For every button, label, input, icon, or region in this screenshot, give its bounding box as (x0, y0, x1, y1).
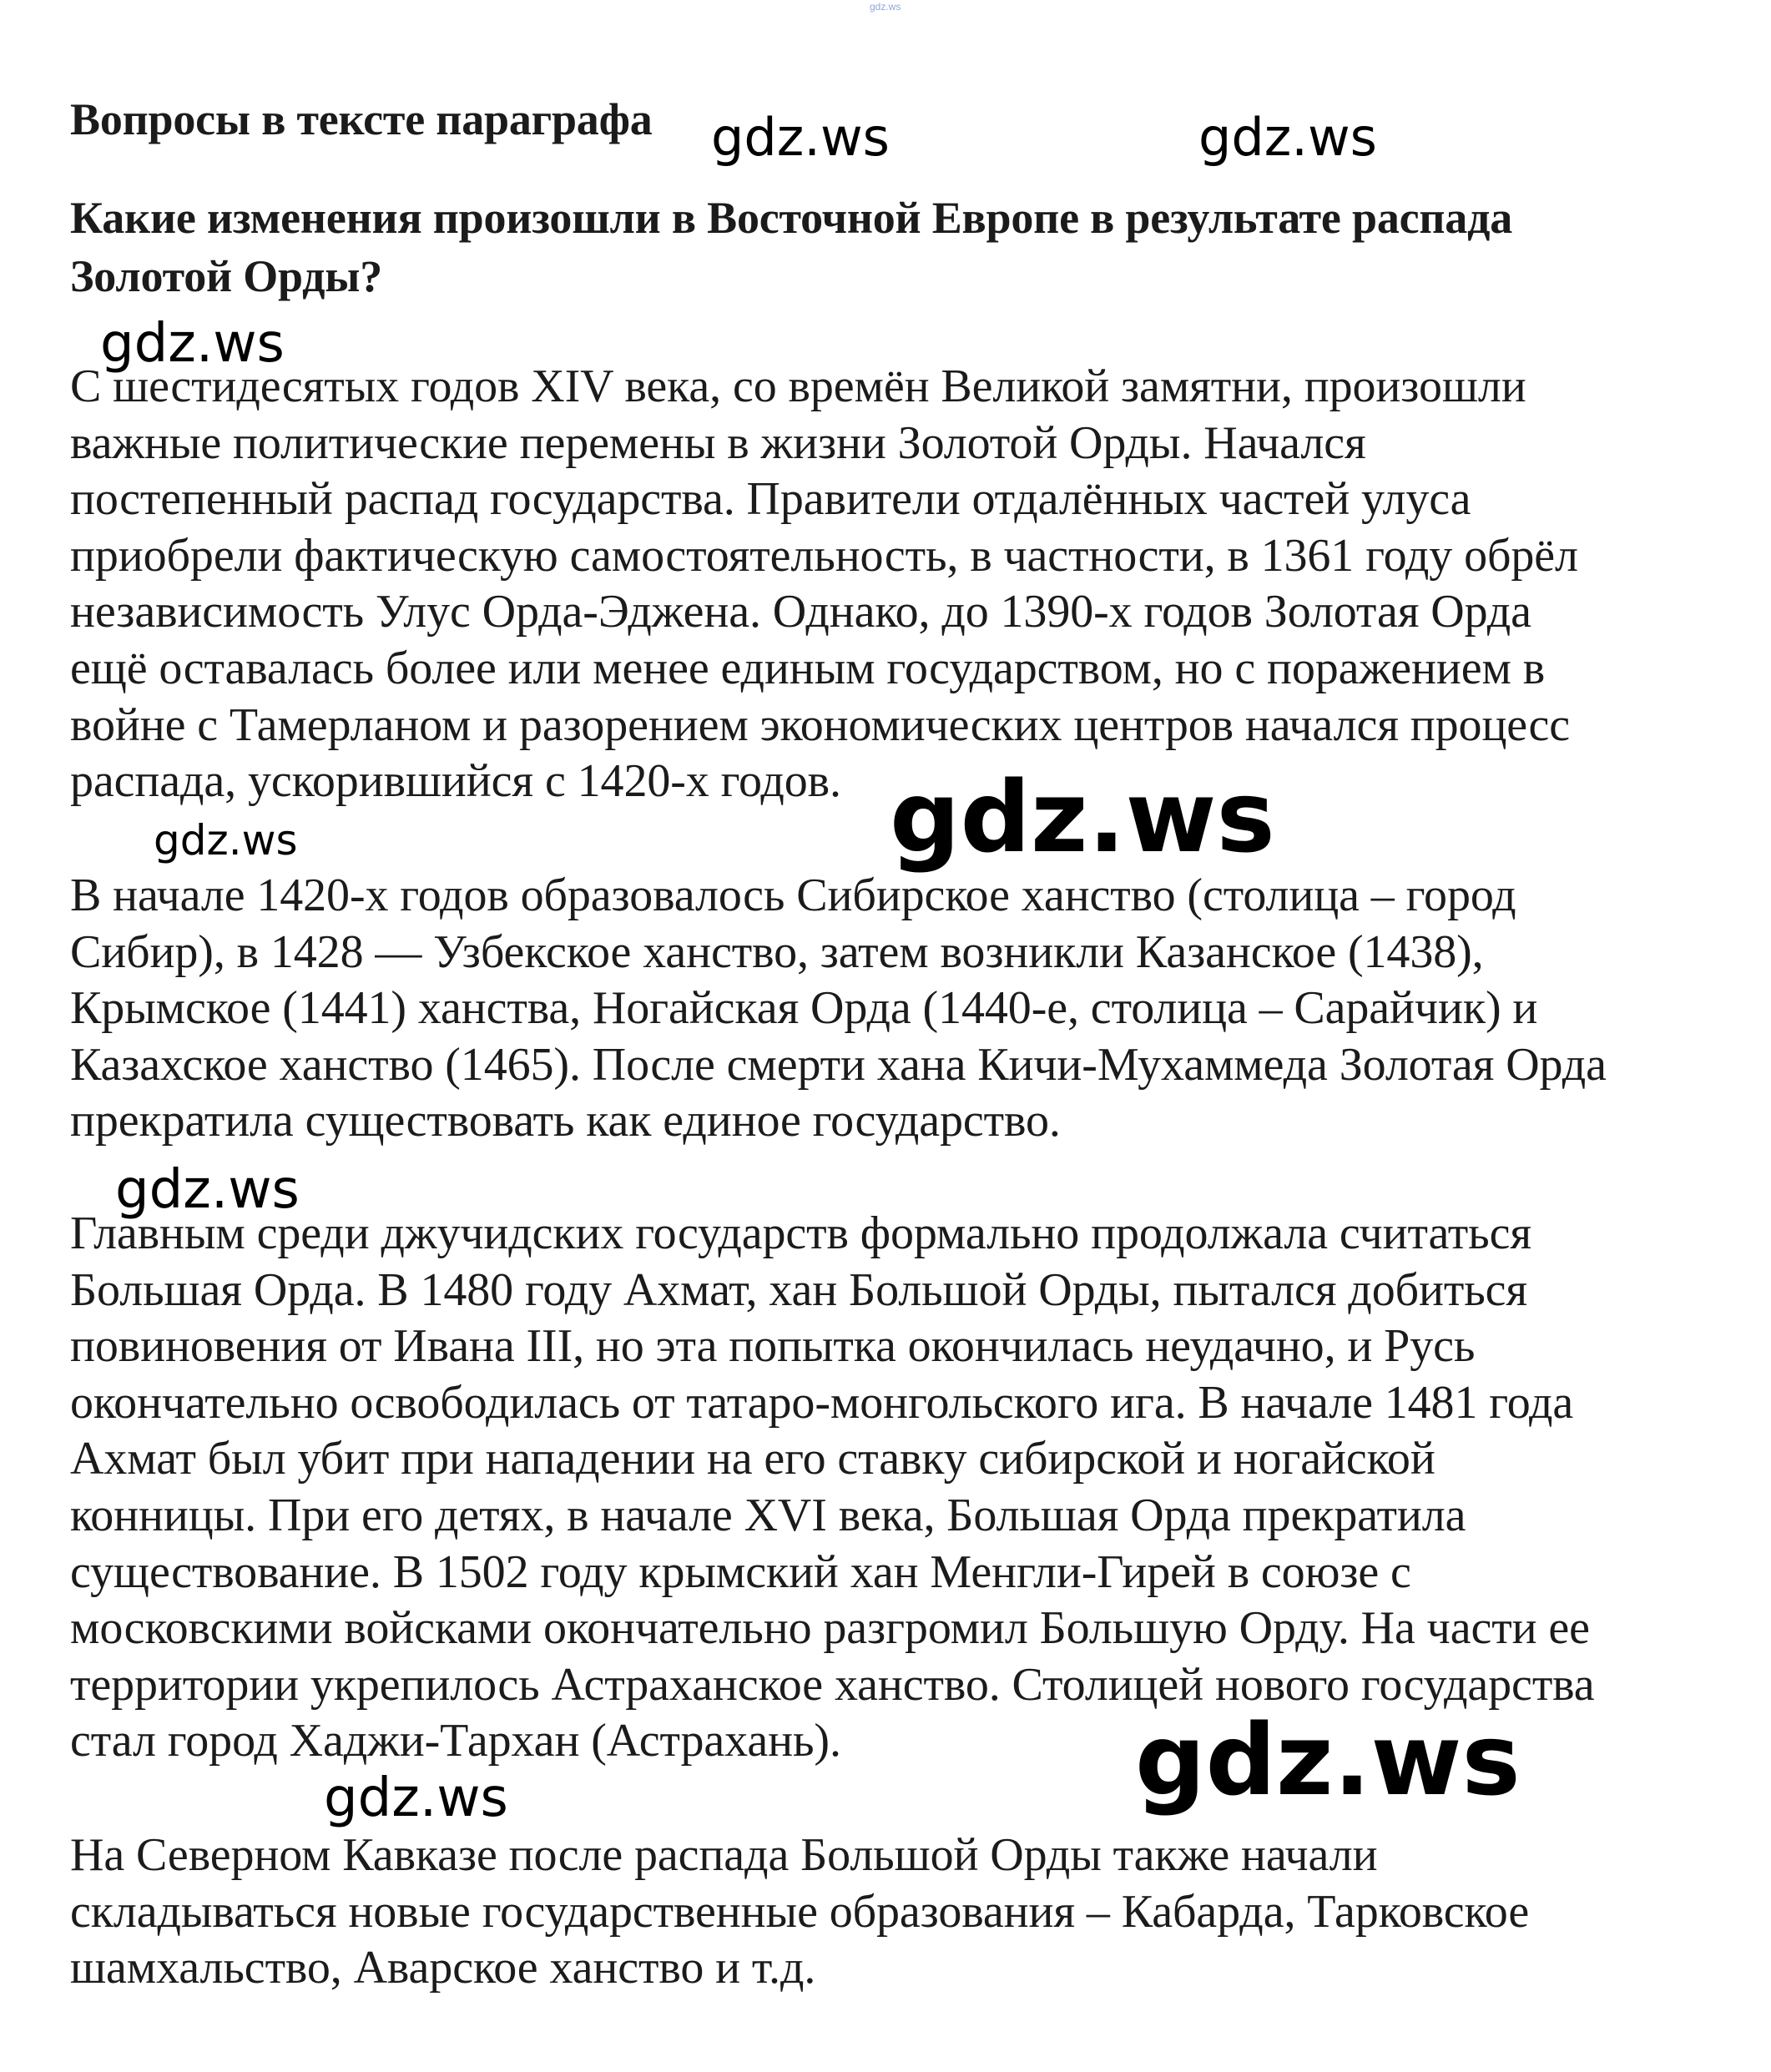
watermark: gdz.ws (324, 1767, 508, 1829)
header-watermark: gdz.ws (870, 1, 901, 13)
section-heading: Вопросы в тексте параграфа (70, 94, 653, 144)
watermark: gdz.ws (115, 1159, 300, 1221)
watermark: gdz.ws (154, 816, 298, 865)
question-heading: Какие изменения произошли в Восточной Европе в результате распада Золотой Орды? (70, 193, 1513, 301)
watermark: gdz.ws (1135, 1702, 1521, 1817)
watermark: gdz.ws (1198, 107, 1377, 168)
watermark: gdz.ws (711, 107, 890, 168)
answer-paragraph-4: На Северном Кавказе после распада Большой Орды также начали складываться новые государственные образования – Кабарда, Тарковское шамхальство, Аварское ханство и т.д. (70, 1829, 1530, 1994)
answer-paragraph-1: С шестидесятых годов XIV века, со времён Великой замятни, произошли важные политические перемены в жизни Золотой Орды. Начался постепенный распад государства. Правители отдалённых частей улуса приобрели фактическую самостоятельность, в частности, в 1361 году обрёл независимость Улус Орда-Эджена. Однако, до 1390-х годов Золотая Орда ещё оставалась более или менее единым государством, но с поражением в войне с Тамерланом и разорением экономических центров начался процесс распада, ускорившийся с 1420-х годов. (70, 360, 1578, 808)
watermark: gdz.ws (100, 313, 285, 375)
answer-paragraph-3: Главным среди джучидских государств формально продолжала считаться Большая Орда. В 1480 году Ахмат, хан Большой Орды, пытался добиться повиновения от Ивана III, но эта попытка окончилась неудачно, и Русь окончательно освободилась от татаро-монгольского ига. В начале 1481 года Ахмат был убит при нападении на его ставку сибирской и ногайской конницы. При его детях, в начале XVI века, Большая Орда прекратила существование. В 1502 году крымский хан Менгли-Гирей в союзе с московскими войсками окончательно разгромил Большую Орду. На части ее территории укрепилось Астраханское ханство. Столицей нового государства стал город Хаджи-Тархан (Астрахань). (70, 1207, 1595, 1767)
watermark: gdz.ws (890, 759, 1275, 875)
answer-paragraph-2: В начале 1420-х годов образовалось Сибирское ханство (столица – город Сибир), в 1428 — Узбекское ханство, затем возникли Казанское (1438), Крымское (1441) ханства, Ногайская Орда (1440-е, столица – Сарайчик) и Казахское ханство (1465). После смерти хана Кичи-Мухаммеда Золотая Орда прекратила существовать как единое государство. (70, 870, 1607, 1147)
